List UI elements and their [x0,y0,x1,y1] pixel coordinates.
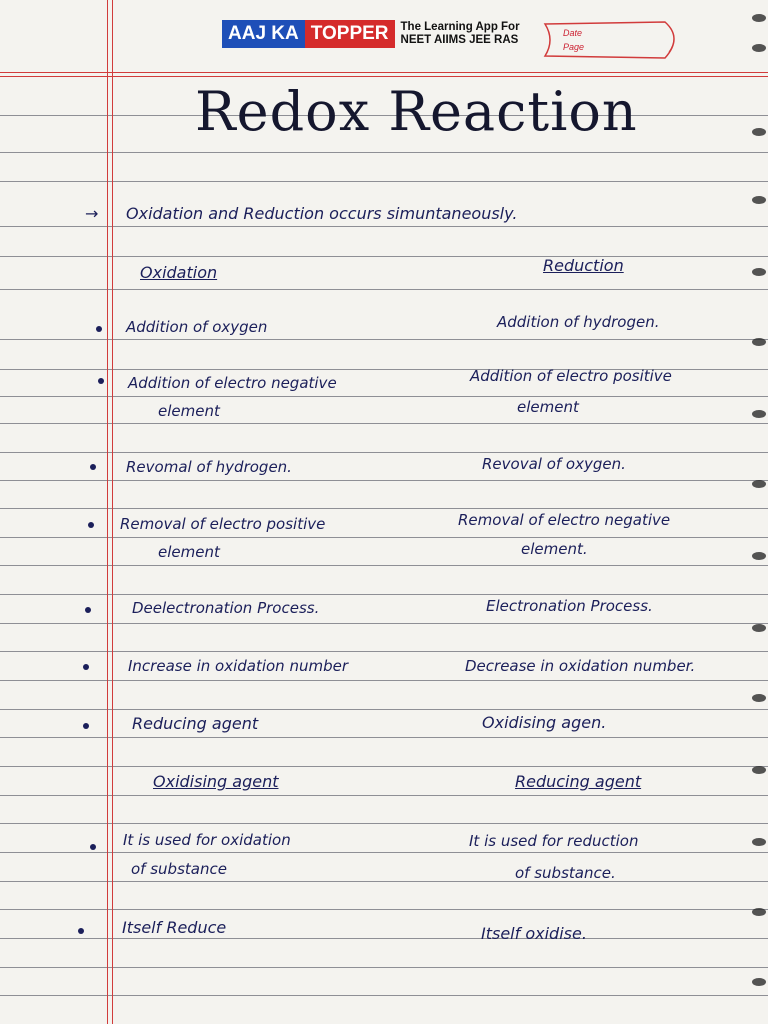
ruled-line [0,995,768,996]
agent-right: Oxidising agen. [482,713,607,732]
row-right: Decrease in oxidation number. [465,657,696,675]
ruled-line [0,651,768,652]
agent-row-right: It is used for reduction [469,832,639,850]
spiral-hole [752,908,766,916]
ruled-line [0,909,768,910]
row-left-cont: element [158,543,220,561]
row-right-cont: element [517,398,579,416]
tagline-line-2: NEET AIIMS JEE RAS [400,34,519,46]
arrow-icon: → [85,204,99,223]
agent-row-right: Itself oxidise. [481,924,587,943]
ruled-line [0,152,768,153]
header-reduction: Reduction [543,256,624,275]
spiral-hole [752,268,766,276]
brand-mark [222,20,395,48]
row-left: Revomal of hydrogen. [126,458,292,476]
header-oxidation: Oxidation [140,263,218,282]
spiral-hole [752,338,766,346]
bullet-icon [88,522,94,528]
row-right: Addition of electro positive [470,367,672,385]
date-box-outline [535,16,685,64]
ruled-line [0,594,768,595]
spiral-hole [752,624,766,632]
spiral-hole [752,978,766,986]
ruled-line [0,680,768,681]
ruled-line [0,508,768,509]
spiral-hole [752,766,766,774]
spiral-hole [752,694,766,702]
bullet-icon [96,326,102,332]
ruled-line [0,881,768,882]
bullet-icon [98,378,104,384]
date-page-box [535,16,685,64]
bullet-icon [85,607,91,613]
spiral-hole [752,552,766,560]
agent-left: Reducing agent [132,714,259,733]
row-left: Removal of electro positive [120,515,326,533]
spiral-hole [752,128,766,136]
ruled-line [0,823,768,824]
margin-line [107,0,108,1024]
bullet-icon [78,928,84,934]
row-left: Addition of electro negative [128,374,337,392]
row-left-cont: element [158,402,220,420]
ruled-line [0,226,768,227]
agent-row-left-cont: of substance [131,860,227,878]
ruled-line [0,480,768,481]
ruled-line [0,396,768,397]
row-right: Electronation Process. [486,597,653,615]
ruled-line [0,339,768,340]
date-label: Date [563,28,583,38]
header-oxidising-agent: Oxidising agent [153,772,279,791]
spiral-hole [752,480,766,488]
ruled-line [0,623,768,624]
brand-name-left: AAJ KA [222,20,305,48]
ruled-line [0,852,768,853]
page-label: Page [563,42,585,52]
header-reducing-agent: Reducing agent [515,772,642,791]
agent-row-left: It is used for oxidation [123,831,291,849]
header-red-line [0,76,768,77]
brand-logo [222,20,520,48]
ruled-line [0,709,768,710]
ruled-line [0,795,768,796]
agent-row-left: Itself Reduce [122,918,227,937]
intro-text: Oxidation and Reduction occurs simuntaneously. [126,204,518,223]
row-right: Revoval of oxygen. [482,455,626,473]
ruled-line [0,737,768,738]
spiral-hole [752,14,766,22]
ruled-line [0,537,768,538]
spiral-hole [752,44,766,52]
bullet-icon [83,664,89,670]
ruled-line [0,452,768,453]
brand-tagline [401,21,520,47]
spiral-hole [752,196,766,204]
bullet-icon [83,723,89,729]
spiral-hole [752,838,766,846]
bullet-icon [90,464,96,470]
agent-row-right-cont: of substance. [515,864,616,882]
ruled-line [0,256,768,257]
row-right: Addition of hydrogen. [497,313,660,331]
ruled-line [0,181,768,182]
tagline-line-1: The Learning App For [400,21,520,33]
ruled-line [0,423,768,424]
row-left: Deelectronation Process. [132,599,320,617]
bullet-icon [90,844,96,850]
row-right-cont: element. [521,540,588,558]
ruled-line [0,565,768,566]
ruled-line [0,289,768,290]
row-left: Addition of oxygen [126,318,268,336]
brand-name-right: TOPPER [305,20,395,48]
page-title: Redox Reaction [195,80,638,143]
row-left: Increase in oxidation number [128,657,348,675]
margin-line [112,0,113,1024]
ruled-line [0,967,768,968]
row-right: Removal of electro negative [458,511,671,529]
ruled-line [0,938,768,939]
spiral-hole [752,410,766,418]
ruled-line [0,766,768,767]
header-red-line [0,72,768,73]
